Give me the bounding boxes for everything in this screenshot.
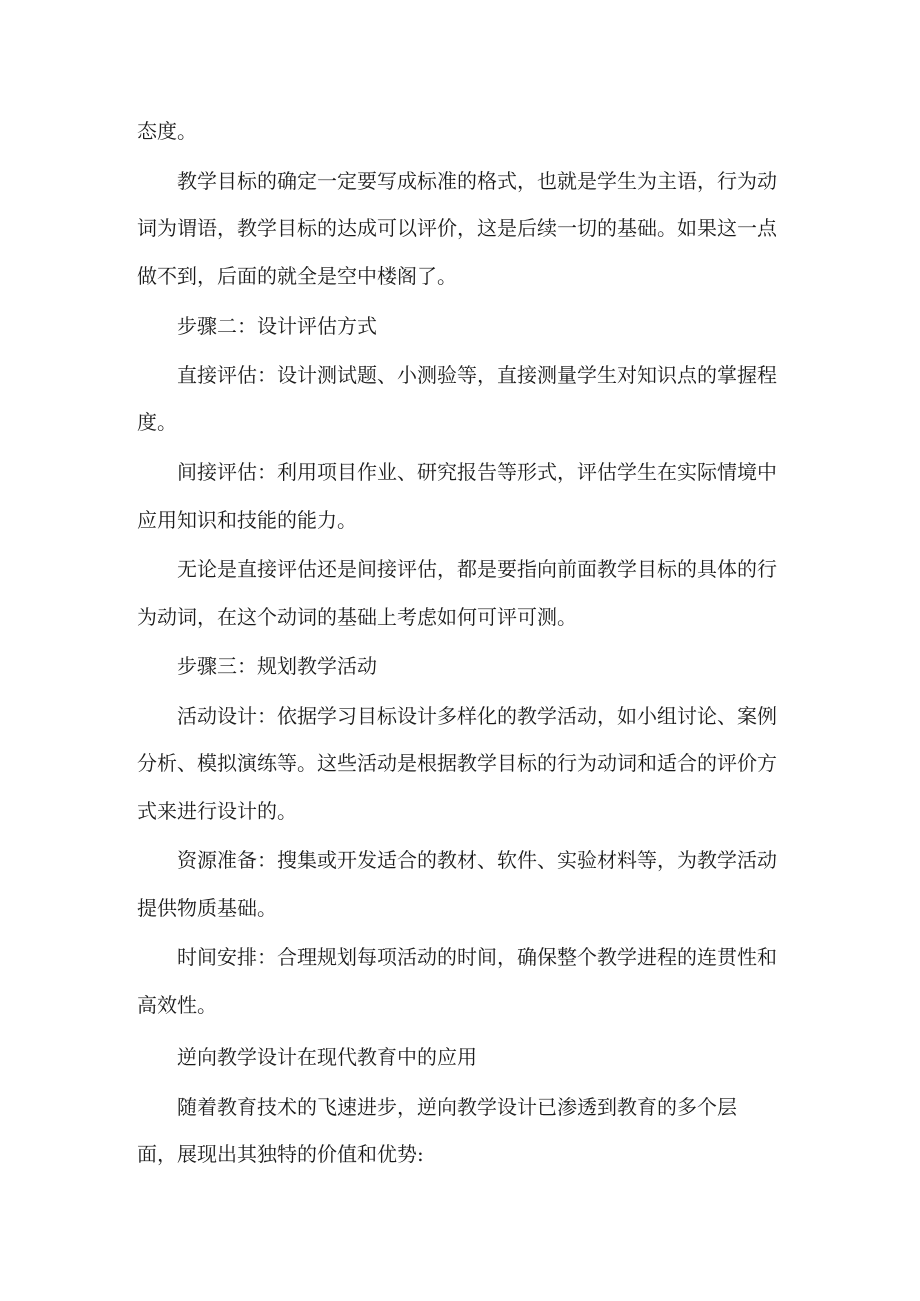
- application-section-heading: 逆向教学设计在现代教育中的应用: [177, 1045, 477, 1069]
- indirect-assessment-line-2: 应用知识和技能的能力。: [137, 508, 357, 532]
- paragraph-continuation-line: 态度。: [137, 119, 197, 143]
- direct-assessment-line-2: 度。: [137, 410, 177, 434]
- time-arrangement-line-1: 时间安排：合理规划每项活动的时间，确保整个教学进程的连贯性和: [177, 945, 777, 969]
- direct-assessment-line-1: 直接评估：设计测试题、小测验等，直接测量学生对知识点的掌握程: [177, 363, 777, 387]
- activity-design-line-2: 分析、模拟演练等。这些活动是根据教学目标的行为动词和适合的评价方: [137, 751, 777, 775]
- paragraph-goal-format-line-2: 词为谓语，教学目标的达成可以评价，这是后续一切的基础。如果这一点: [137, 216, 777, 240]
- resource-preparation-line-1: 资源准备：搜集或开发适合的教材、软件、实验材料等，为教学活动: [177, 848, 777, 872]
- step-two-heading: 步骤二：设计评估方式: [177, 314, 377, 338]
- modern-education-line-1: 随着教育技术的飞速进步，逆向教学设计已渗透到教育的多个层: [177, 1095, 737, 1119]
- time-arrangement-line-2: 高效性。: [137, 993, 217, 1017]
- activity-design-line-1: 活动设计：依据学习目标设计多样化的教学活动，如小组讨论、案例: [177, 704, 777, 728]
- resource-preparation-line-2: 提供物质基础。: [137, 896, 277, 920]
- paragraph-goal-format-line-1: 教学目标的确定一定要写成标准的格式，也就是学生为主语，行为动: [177, 169, 777, 193]
- activity-design-line-3: 式来进行设计的。: [137, 799, 297, 823]
- modern-education-line-2: 面，展现出其独特的价值和优势:: [137, 1142, 424, 1166]
- indirect-assessment-line-1: 间接评估：利用项目作业、研究报告等形式，评估学生在实际情境中: [177, 460, 777, 484]
- assessment-summary-line-2: 为动词，在这个动词的基础上考虑如何可评可测。: [137, 605, 577, 629]
- step-three-heading: 步骤三：规划教学活动: [177, 654, 377, 678]
- paragraph-goal-format-line-3: 做不到，后面的就全是空中楼阁了。: [137, 264, 457, 288]
- assessment-summary-line-1: 无论是直接评估还是间接评估，都是要指向前面教学目标的具体的行: [177, 557, 777, 581]
